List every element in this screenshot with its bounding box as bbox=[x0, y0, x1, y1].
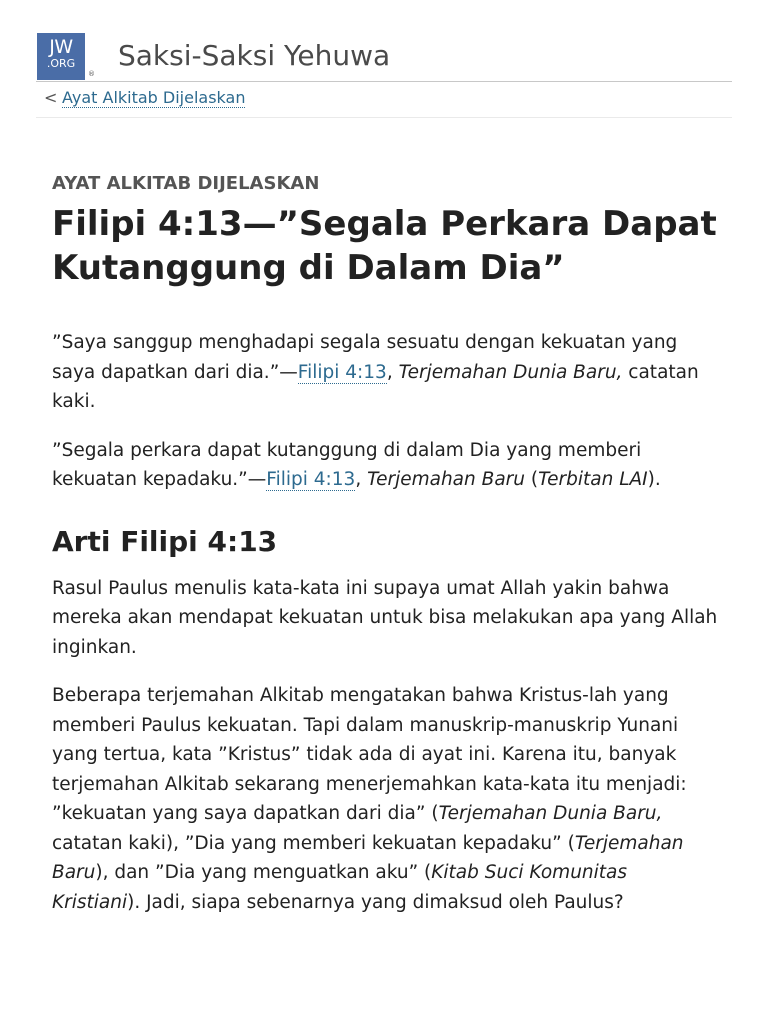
logo-text-jw: JW bbox=[49, 36, 73, 58]
scripture-link[interactable]: Filipi 4:13 bbox=[297, 361, 387, 383]
breadcrumb bbox=[44, 87, 245, 113]
punctuation: ). bbox=[647, 469, 661, 490]
body-text: catatan kaki), ”Dia yang memberi kekuatan kepadaku” ( bbox=[52, 832, 575, 854]
punctuation: , bbox=[355, 469, 368, 490]
registered-mark: ® bbox=[88, 70, 95, 78]
translation-name: Terjemahan Dunia Baru, bbox=[398, 361, 623, 383]
body-paragraph bbox=[52, 681, 720, 917]
translation-name: Terjemahan Dunia Baru, bbox=[438, 803, 663, 824]
quote-paragraph-2 bbox=[52, 436, 720, 495]
article bbox=[52, 170, 720, 917]
body-text: ). Jadi, siapa sebenarnya yang dimaksud oleh Paulus? bbox=[127, 891, 624, 913]
divider bbox=[36, 117, 732, 118]
scripture-link[interactable]: Filipi 4:13 bbox=[266, 469, 356, 490]
site-header bbox=[36, 32, 732, 82]
punctuation: , bbox=[386, 361, 399, 383]
breadcrumb-link[interactable]: Ayat Alkitab Dijelaskan bbox=[62, 88, 246, 107]
chevron-left-icon: < bbox=[44, 88, 58, 107]
logo-text-org: .ORG bbox=[46, 57, 76, 70]
quote-text: ”Saya sanggup menghadapi segala sesuatu dengan kekuatan yang saya dapatkan dari dia.”— bbox=[52, 332, 678, 383]
translation-name: Kitab Suci Komunitas Kristiani bbox=[52, 862, 628, 913]
body-text: ), dan ”Dia yang menguatkan aku” ( bbox=[95, 862, 432, 883]
page-title: Filipi 4:13—”Segala Perkara Dapat Kutanggung di Dalam Dia” bbox=[52, 204, 717, 288]
article-category: AYAT ALKITAB DIJELASKAN bbox=[52, 173, 320, 194]
body-text: Beberapa terjemahan Alkitab mengatakan bahwa Kristus-lah yang memberi Paulus kekuatan. Tapi dalam manuskrip-manuskrip Yunani yang tertua, kata ”Kristus” tidak ada di ayat ini. Karena itu, banyak terjemahan Alkitab sekarang menerjemahkan kata-kata itu menjadi: ”kekuatan yang saya dapatkan dari dia” ( bbox=[52, 685, 687, 824]
punctuation: ( bbox=[525, 469, 539, 490]
publisher-name: Terbitan LAI bbox=[538, 469, 648, 490]
jw-org-logo[interactable] bbox=[37, 33, 85, 80]
translation-name: Terjemahan Baru bbox=[52, 832, 684, 883]
body-paragraph: Rasul Paulus menulis kata-kata ini supaya umat Allah yakin bahwa mereka akan mendapat kekuatan untuk bisa melakukan apa yang Allah inginkan. bbox=[52, 577, 718, 658]
site-title[interactable]: Saksi-Saksi Yehuwa bbox=[118, 39, 391, 72]
translation-name: Terjemahan Baru bbox=[367, 469, 525, 490]
section-heading: Arti Filipi 4:13 bbox=[52, 524, 278, 558]
quote-suffix: catatan kaki. bbox=[52, 361, 699, 412]
quote-text: ”Segala perkara dapat kutanggung di dalam Dia yang memberi kekuatan kepadaku.”— bbox=[52, 439, 642, 490]
quote-paragraph-1 bbox=[52, 328, 720, 417]
